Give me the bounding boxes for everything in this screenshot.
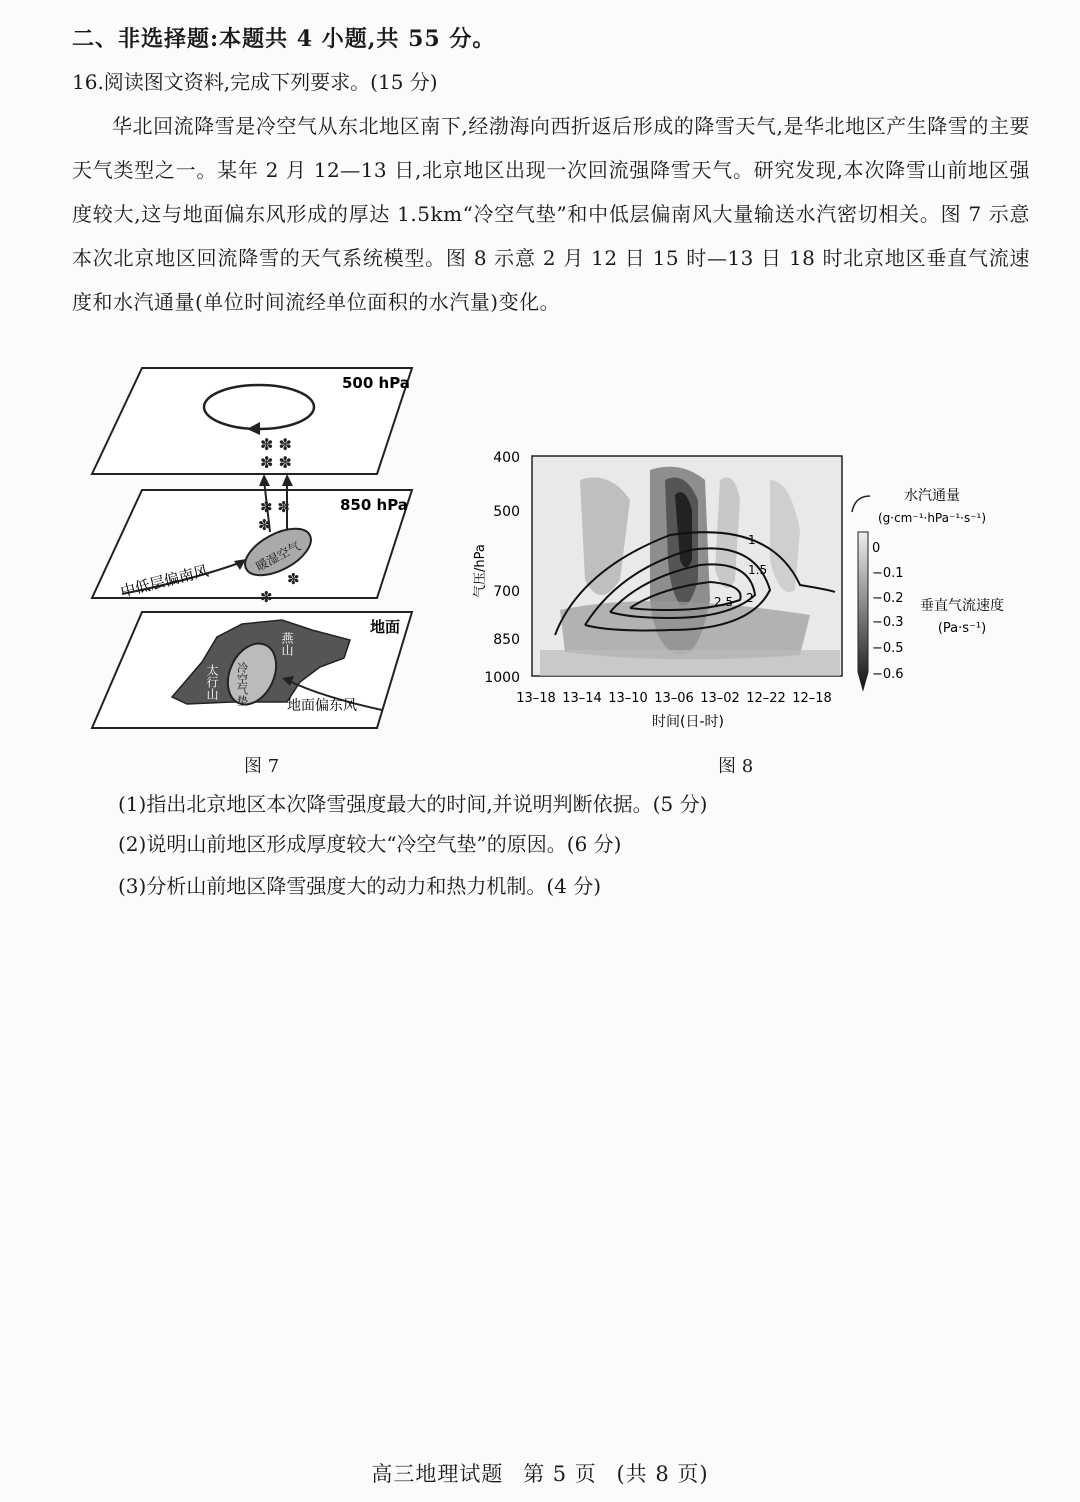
- figure-7-weather-model: [82, 362, 432, 737]
- figure-8-caption: 图 8: [718, 756, 754, 777]
- warm-air-label: 暖湿空气: [253, 539, 303, 574]
- cbar-tick-2: −0.2: [872, 591, 904, 606]
- colorbar: [858, 532, 868, 690]
- legend-vertical-title: 垂直气流速度: [920, 598, 1004, 614]
- southerly-wind-label: 中低层偏南风: [118, 561, 211, 601]
- taihang-label: 太行山: [205, 664, 219, 700]
- x-tick-4: 13–02: [700, 691, 740, 706]
- x-tick-1: 13–14: [562, 691, 602, 706]
- x-tick-0: 13–18: [516, 691, 556, 706]
- cbar-tick-3: −0.3: [872, 615, 904, 630]
- contour-label-1: 1: [748, 533, 756, 547]
- level-ground-label: 地面: [370, 618, 401, 636]
- level-850-label: 850 hPa: [340, 496, 408, 514]
- x-axis: [516, 691, 832, 706]
- svg-text:✽ ✽: ✽ ✽: [260, 498, 290, 516]
- easterly-wind-label: 地面偏东风: [287, 698, 357, 714]
- cbar-tick-4: −0.5: [872, 641, 904, 656]
- y-axis-label: 气压/hPa: [473, 544, 488, 598]
- level-500-label: 500 hPa: [342, 374, 410, 392]
- x-tick-6: 12–18: [792, 691, 832, 706]
- figure-7-caption: 图 7: [244, 756, 280, 777]
- svg-text:✽: ✽: [258, 516, 271, 534]
- svg-text:✽: ✽: [287, 570, 300, 588]
- y-tick-1000: 1000: [484, 670, 520, 686]
- svg-text:✽: ✽: [260, 588, 273, 606]
- svg-text:✽ ✽: ✽ ✽: [260, 453, 292, 472]
- cbar-tick-1: −0.1: [872, 566, 904, 581]
- contour-label-2-5: 2.5: [714, 595, 734, 609]
- legend-vertical-unit: (Pa·s⁻¹): [937, 621, 987, 636]
- colorbar-ticks: [872, 541, 904, 682]
- sub-question-1: (1)指出北京地区本次降雪强度最大的时间,并说明判断依据。(5 分): [118, 792, 708, 816]
- page-footer: [0, 1458, 1080, 1488]
- x-tick-2: 13–10: [608, 691, 648, 706]
- legend-flux-title: 水汽通量: [904, 488, 960, 504]
- svg-text:✽ ✽: ✽ ✽: [260, 435, 292, 454]
- legend-flux-unit: (g·cm⁻¹·hPa⁻¹·s⁻¹): [877, 511, 987, 525]
- cbar-tick-5: −0.6: [872, 667, 904, 682]
- section-title: 二、非选择题:本题共 4 小题,共 55 分。: [72, 26, 496, 52]
- x-axis-label: 时间(日-时): [652, 714, 724, 730]
- y-tick-700: 700: [493, 584, 520, 600]
- question-title: 16.阅读图文资料,完成下列要求。(15 分): [72, 70, 438, 94]
- cbar-tick-0: 0: [872, 541, 881, 556]
- y-axis: [484, 450, 520, 686]
- snowflake-icons: [260, 435, 292, 472]
- cold-cushion-label: 冷空气垫: [235, 662, 249, 706]
- question-paragraph: 华北回流降雪是冷空气从东北地区南下,经渤海向西折返后形成的降雪天气,是华北地区产生降雪的主要天气类型之一。某年 2 月 12—13 日,北京地区出现一次回流强降雪天气。研究发现,本次降雪山前地区强度较大,这与地面偏东风形成的厚达 1.5km“冷空气垫”和中低层偏南风大量输送水汽密切相关。图 7 示意本次北京地区回流降雪的天气系统模型。图 8 示意 2 月 12 日 15 时—13 日 18 时北京地区垂直气流速度和水汽通量(单位时间流经单位面积的水汽量)变化。: [72, 114, 1030, 314]
- yanshan-label: 燕山: [280, 632, 294, 656]
- contour-label-2: 2: [746, 591, 754, 605]
- footer-subject: 高三地理试题: [371, 1462, 504, 1486]
- y-tick-400: 400: [493, 450, 520, 466]
- figure-8-plot: [470, 440, 1030, 740]
- x-tick-5: 12–22: [746, 691, 786, 706]
- y-tick-850: 850: [493, 632, 520, 648]
- footer-page: 第 5 页: [523, 1462, 597, 1486]
- sub-question-2: (2)说明山前地区形成厚度较大“冷空气垫”的原因。(6 分): [118, 832, 622, 856]
- contour-label-1-5: 1.5: [748, 563, 768, 577]
- footer-total: (共 8 页): [616, 1462, 709, 1486]
- x-tick-3: 13–06: [654, 691, 694, 706]
- y-tick-500: 500: [493, 504, 520, 520]
- sub-question-3: (3)分析山前地区降雪强度大的动力和热力机制。(4 分): [118, 874, 602, 898]
